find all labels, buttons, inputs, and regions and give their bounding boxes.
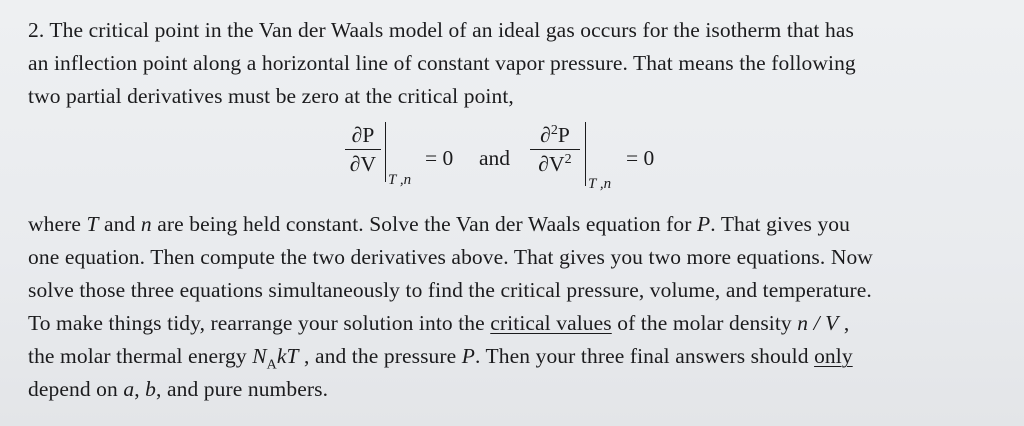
second-equals-zero: = 0 (626, 146, 655, 170)
molar-density-expression: n / V (797, 311, 839, 335)
body-line-2: one equation. Then compute the two derivatives above. That gives you two more equations. Now (28, 245, 873, 269)
intro-line-1: 2. The critical point in the Van der Waals model of an ideal gas occurs for the isotherm that has (28, 18, 854, 42)
and-word: and (479, 146, 511, 170)
body-line-3: solve those three equations simultaneously to find the critical pressure, volume, and temperature. (28, 278, 872, 302)
body-line-6: depend on a, b, and pure numbers. (28, 377, 329, 401)
second-derivative-denominator: $\partial V^2$ (538, 151, 572, 176)
body-line-5: the molar thermal energy $N_AkT$ , and the pressure P. Then your three final answers should only (28, 344, 853, 373)
body-line-4: To make things tidy, rearrange your solution into the critical values of the molar density n / V , (28, 311, 850, 335)
second-derivative-numerator: ∂$^2$P (540, 122, 570, 147)
first-derivative-denominator: ∂V (349, 152, 377, 176)
evaluation-bar (585, 122, 586, 186)
intro-line-3: two partial derivatives must be zero at the critical point, (28, 84, 514, 108)
second-derivative-fraction (530, 122, 580, 177)
evaluation-bar (385, 122, 386, 182)
second-evaluation-subscript: T ,n (588, 176, 612, 192)
first-derivative-numerator: ∂P (351, 123, 375, 147)
first-equals-zero: = 0 (425, 146, 454, 170)
problem-instructions (28, 208, 1008, 406)
fraction-bar (530, 149, 580, 150)
fraction-bar (345, 149, 381, 150)
body-line-1: where T and n are being held constant. Solve the Van der Waals equation for P. That gives you (28, 212, 851, 236)
problem-intro (28, 14, 1008, 113)
first-evaluation-subscript: T ,n (388, 172, 412, 188)
only-underlined: only (814, 344, 853, 368)
critical-values-underlined: critical values (490, 311, 612, 335)
first-derivative-fraction (345, 122, 381, 177)
derivative-equations (330, 118, 690, 200)
intro-line-2: an inflection point along a horizontal line of constant vapor pressure. That means the following (28, 51, 856, 75)
